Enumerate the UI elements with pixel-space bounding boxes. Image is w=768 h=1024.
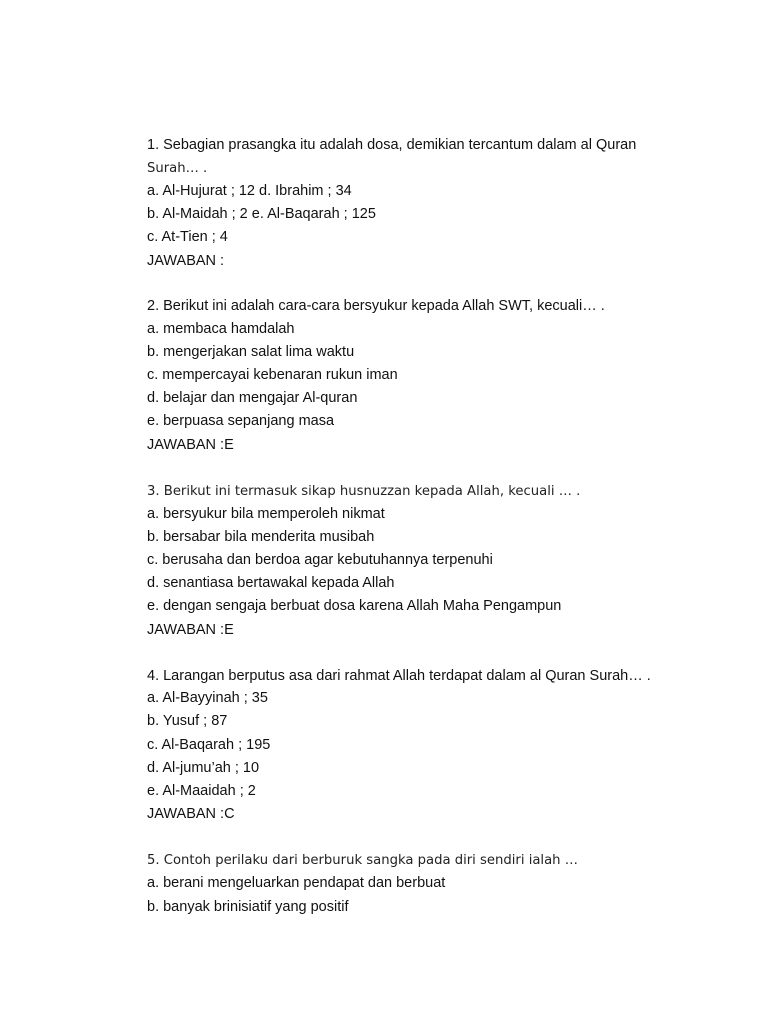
- question-4-answer: JAWABAN :C: [147, 806, 235, 822]
- question-2-option-a: a. membaca hamdalah: [147, 321, 295, 337]
- question-4-option-b: b. Yusuf ; 87: [147, 713, 228, 729]
- question-4-option-e: e. Al-Maaidah ; 2: [147, 783, 256, 799]
- question-3-option-c: c. berusaha dan berdoa agar kebutuhannya terpenuhi: [147, 552, 493, 568]
- question-2-answer: JAWABAN :E: [147, 437, 234, 453]
- question-2-option-d: d. belajar dan mengajar Al-quran: [147, 390, 358, 406]
- question-1-option-a: a. Al-Hujurat ; 12 d. Ibrahim ; 34: [147, 183, 352, 199]
- question-2-option-b: b. mengerjakan salat lima waktu: [147, 344, 355, 360]
- question-1-text-continued: Surah… .: [147, 161, 208, 176]
- question-1-option-c: c. At-Tien ; 4: [147, 229, 228, 245]
- question-5-option-b: b. banyak brinisiatif yang positif: [147, 899, 349, 915]
- question-2-option-e: e. berpuasa sepanjang masa: [147, 413, 335, 429]
- question-4-option-d: d. Al-jumu’ah ; 10: [147, 760, 260, 776]
- question-2-option-c: c. mempercayai kebenaran rukun iman: [147, 367, 398, 383]
- question-1-text: 1. Sebagian prasangka itu adalah dosa, demikian tercantum dalam al Quran: [147, 137, 637, 153]
- question-5-option-a: a. berani mengeluarkan pendapat dan berbuat: [147, 875, 446, 891]
- question-1-answer: JAWABAN :: [147, 253, 225, 269]
- question-5-text: 5. Contoh perilaku dari berburuk sangka pada diri sendiri ialah …: [147, 853, 578, 868]
- question-4-option-a: a. Al-Bayyinah ; 35: [147, 690, 268, 706]
- question-3-option-e: e. dengan sengaja berbuat dosa karena Allah Maha Pengampun: [147, 598, 562, 614]
- question-4-option-c: c. Al-Baqarah ; 195: [147, 737, 271, 753]
- question-3-option-a: a. bersyukur bila memperoleh nikmat: [147, 506, 385, 522]
- question-3-text: 3. Berikut ini termasuk sikap husnuzzan kepada Allah, kecuali … .: [147, 484, 581, 499]
- question-3-option-b: b. bersabar bila menderita musibah: [147, 529, 375, 545]
- question-1-option-b: b. Al-Maidah ; 2 e. Al-Baqarah ; 125: [147, 206, 376, 222]
- question-3-option-d: d. senantiasa bertawakal kepada Allah: [147, 575, 395, 591]
- question-4-text: 4. Larangan berputus asa dari rahmat Allah terdapat dalam al Quran Surah… .: [147, 668, 651, 684]
- question-3-answer: JAWABAN :E: [147, 622, 234, 638]
- question-2-text: 2. Berikut ini adalah cara-cara bersyukur kepada Allah SWT, kecuali… .: [147, 298, 605, 314]
